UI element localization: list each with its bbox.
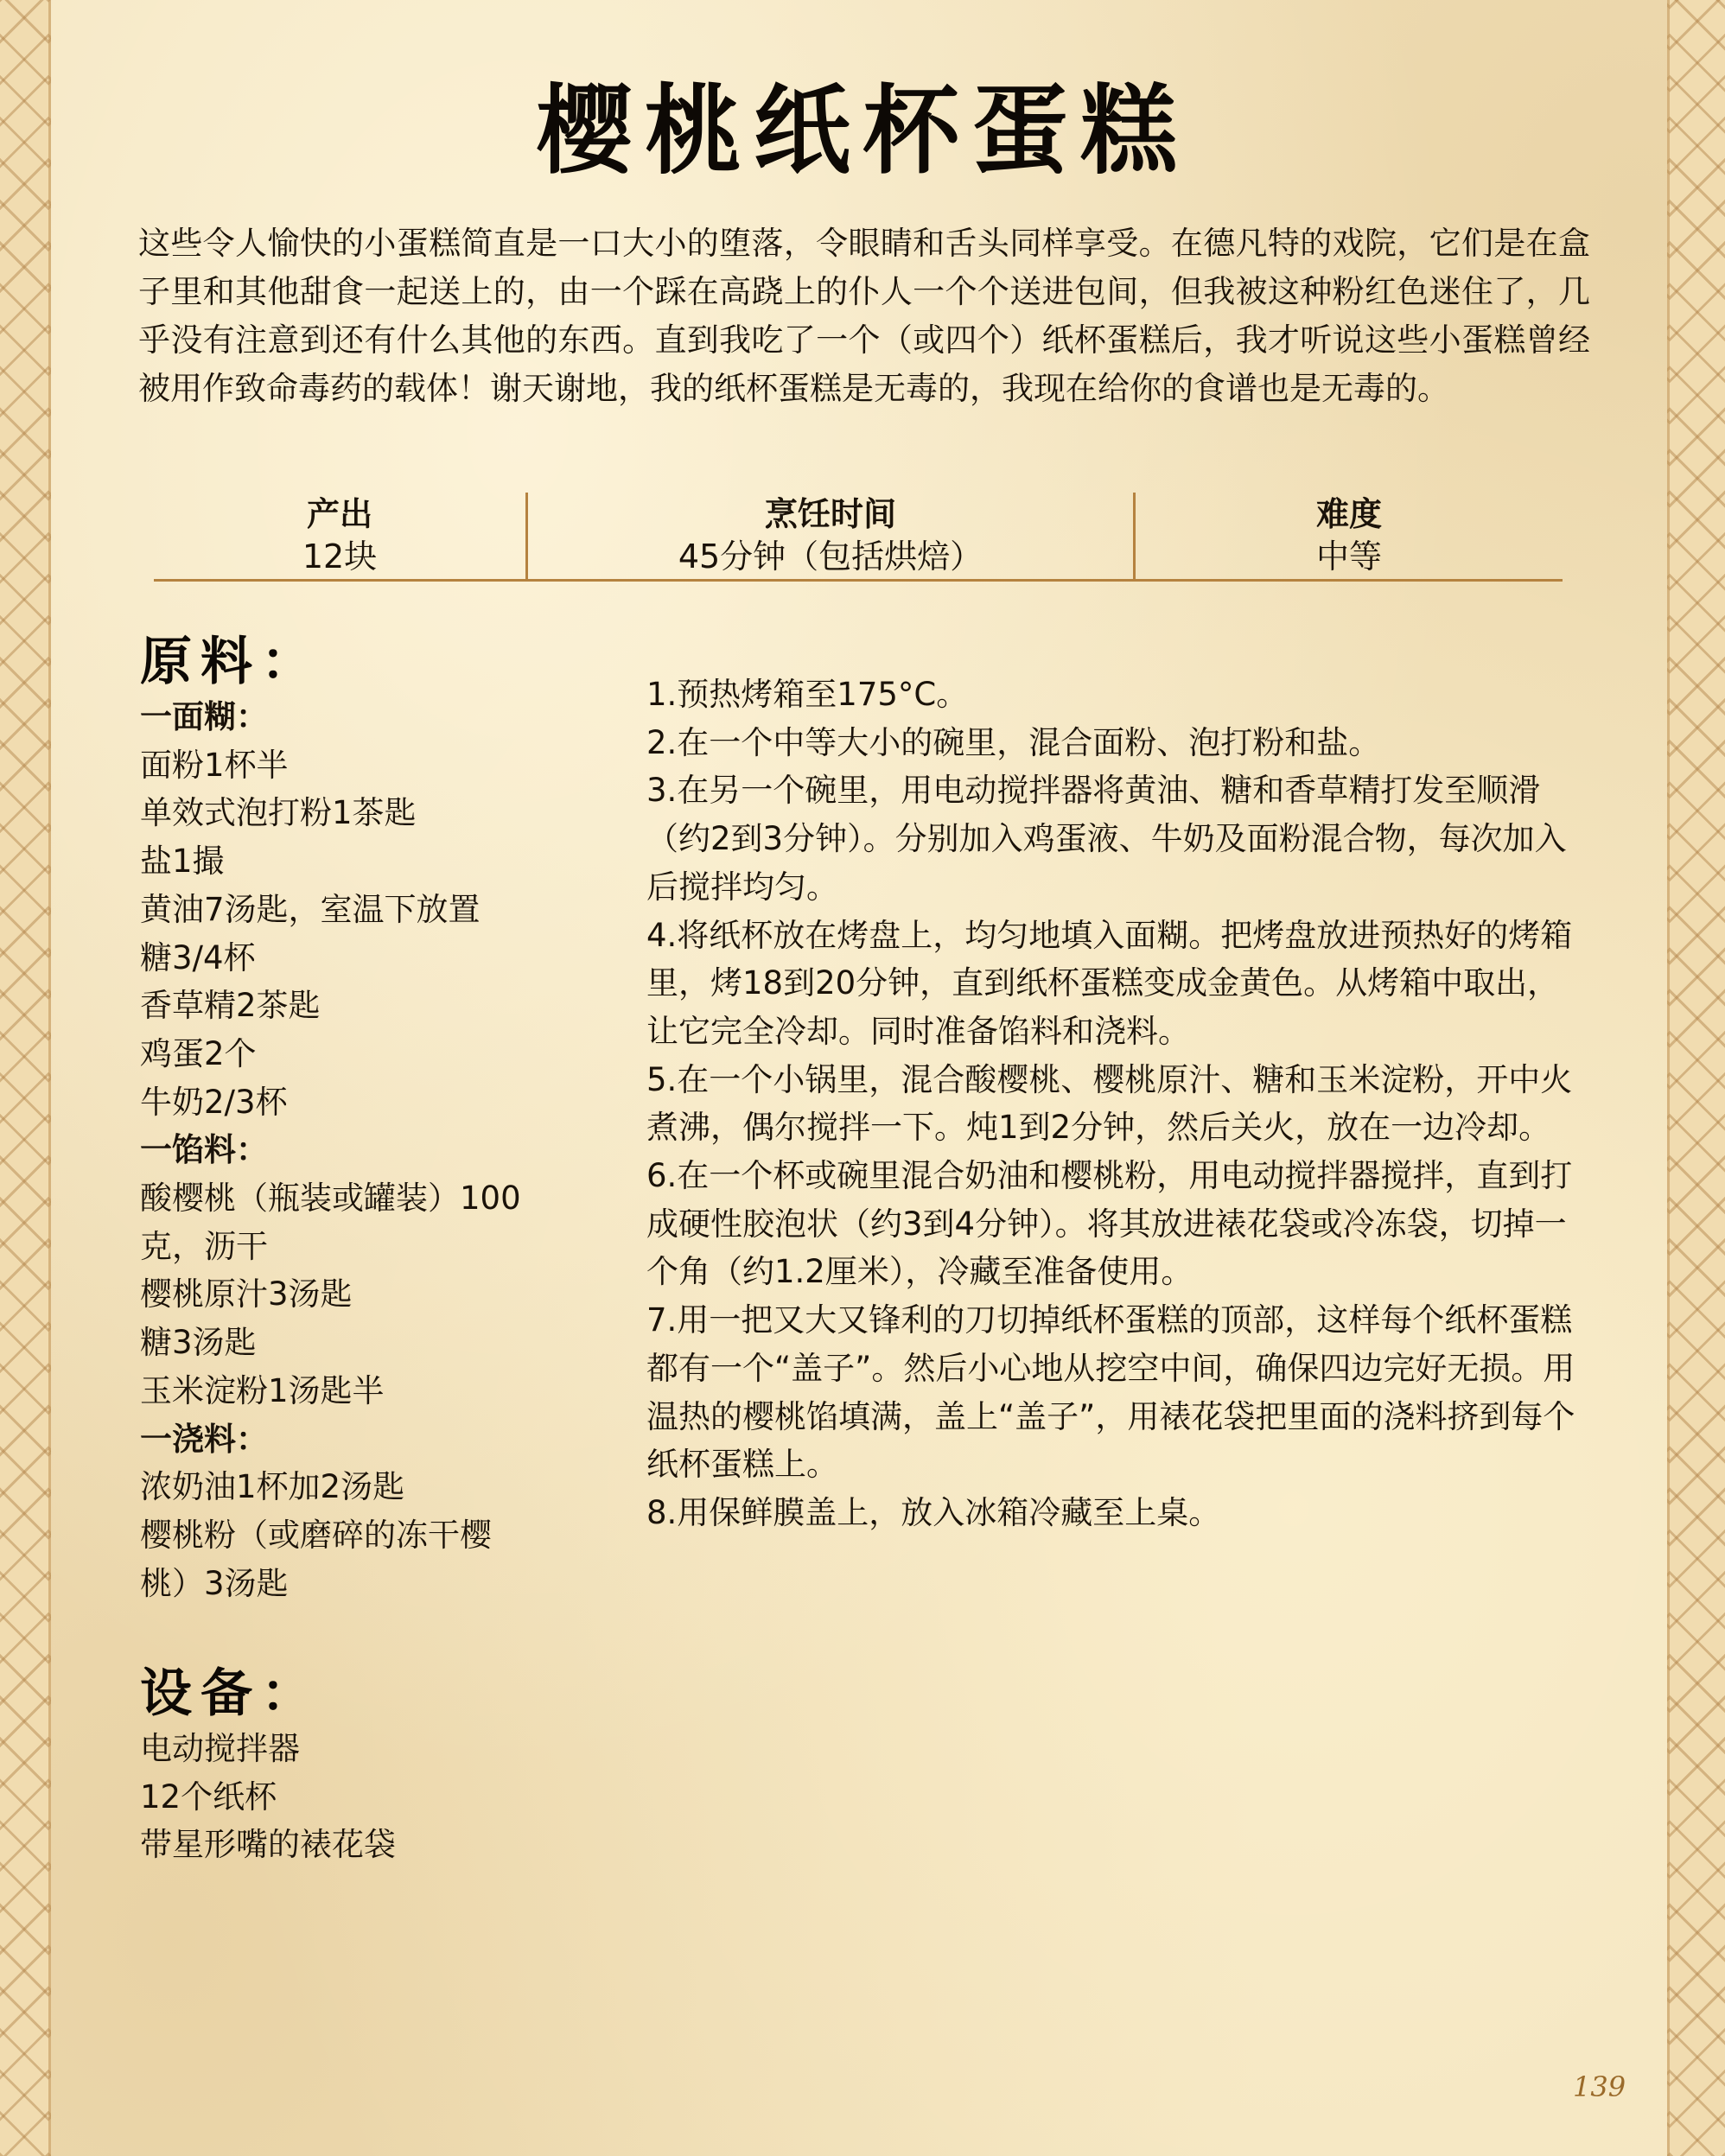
instruction-step: 7.用一把又大又锋利的刀切掉纸杯蛋糕的顶部，这样每个纸杯蛋糕都有一个“盖子”。然后小心地从挖空中间，确保四边完好无损。用温热的樱桃馅填满，盖上“盖子”，用裱花袋把里面的浇料挤到每个纸杯蛋糕上。 (646, 1301, 1575, 1484)
stat-difficulty-value: 中等 (1315, 537, 1382, 576)
ingredient-item: 桃）3汤匙 (140, 1564, 289, 1602)
instruction-step: 8.用保鲜膜盖上，放入冰箱冷藏至上桌。 (646, 1493, 1221, 1531)
instruction-step: 5.在一个小锅里，混合酸樱桃、樱桃原汁、糖和玉米淀粉，开中火煮沸，偶尔搅拌一下。炖1到2分钟，然后关火，放在一边冷却。 (646, 1060, 1573, 1147)
ingredients-heading: 原料： (140, 632, 321, 692)
ingredient-item: 单效式泡打粉1茶匙 (140, 794, 417, 832)
ingredient-item: 樱桃粉（或磨碎的冻干樱 (140, 1516, 492, 1554)
stat-yield-label: 产出 (306, 495, 372, 533)
stat-cook-time-label: 烹饪时间 (764, 495, 896, 533)
ingredient-subheading: 一馅料： (140, 1131, 268, 1169)
stat-cook-time (528, 489, 1133, 579)
instruction-step: 1.预热烤箱至175°C。 (646, 676, 969, 713)
instructions (646, 671, 1588, 1537)
instruction-step: 4.将纸杯放在烤盘上，均匀地填入面糊。把烤盘放进预热好的烤箱里，烤18到20分钟，直到纸杯蛋糕变成金黄色。从烤箱中取出，让它完全冷却。同时准备馅料和浇料。 (646, 916, 1573, 1050)
equipment-heading: 设备： (140, 1663, 321, 1724)
intro-paragraph: 这些令人愉快的小蛋糕简直是一口大小的堕落，令眼睛和舌头同样享受。在德凡特的戏院，它们是在盒子里和其他甜食一起送上的，由一个踩在高跷上的仆人一个个送进包间，但我被这种粉红色迷住了，几乎没有注意到还有什么其他的东西。直到我吃了一个（或四个）纸杯蛋糕后，我才听说这些小蛋糕曾经被用作致命毒药的载体！谢天谢地，我的纸杯蛋糕是无毒的，我现在给你的食谱也是无毒的。 (138, 225, 1590, 407)
ingredient-item: 樱桃原汁3汤匙 (140, 1275, 353, 1313)
ingredient-item: 牛奶2/3杯 (140, 1083, 288, 1121)
stat-difficulty (1136, 489, 1563, 579)
ingredient-item: 浓奶油1杯加2汤匙 (140, 1468, 405, 1506)
ingredient-item: 酸樱桃（瓶装或罐装）100 (140, 1180, 521, 1218)
ingredient-item: 香草精2茶匙 (140, 987, 321, 1025)
instruction-step: 2.在一个中等大小的碗里，混合面粉、泡打粉和盐。 (646, 723, 1381, 761)
ingredient-item: 糖3汤匙 (140, 1324, 257, 1362)
ingredient-item: 糖3/4杯 (140, 938, 256, 976)
stat-yield (154, 489, 525, 579)
equipment-item: 带星形嘴的裱花袋 (140, 1826, 396, 1864)
ingredients-list (140, 693, 589, 1607)
page-number: 139 (1573, 2070, 1626, 2103)
ingredient-item: 盐1撮 (140, 843, 225, 881)
stat-yield-value: 12块 (302, 537, 378, 576)
stat-cook-time-value: 45分钟（包括烘焙） (678, 537, 983, 576)
stat-difficulty-label: 难度 (1315, 495, 1382, 533)
equipment-item: 电动搅拌器 (140, 1730, 300, 1767)
ingredient-item: 克，沥干 (140, 1227, 268, 1265)
instruction-step: 3.在另一个碗里，用电动搅拌器将黄油、糖和香草精打发至顺滑（约2到3分钟）。分别加入鸡蛋液、牛奶及面粉混合物，每次加入后搅拌均匀。 (646, 772, 1567, 906)
instruction-step: 6.在一个杯或碗里混合奶油和樱桃粉，用电动搅拌器搅拌，直到打成硬性胶泡状（约3到4分钟）。将其放进裱花袋或冷冻袋，切掉一个角（约1.2厘米），冷藏至准备使用。 (646, 1157, 1573, 1291)
decorative-border-left (0, 0, 51, 2156)
ingredient-item: 黄油7汤匙，室温下放置 (140, 890, 481, 928)
ingredient-item: 鸡蛋2个 (140, 1034, 257, 1072)
ingredient-item: 面粉1杯半 (140, 746, 289, 784)
decorative-border-right (1667, 0, 1725, 2156)
equipment-item: 12个纸杯 (140, 1778, 277, 1816)
recipe-stats (154, 489, 1563, 582)
ingredient-item: 玉米淀粉1汤匙半 (140, 1371, 385, 1409)
recipe-title: 樱桃纸杯蛋糕 (536, 74, 1189, 188)
ingredient-subheading: 一面糊： (140, 698, 268, 735)
equipment-list (140, 1725, 589, 1869)
ingredient-subheading: 一浇料： (140, 1420, 268, 1458)
